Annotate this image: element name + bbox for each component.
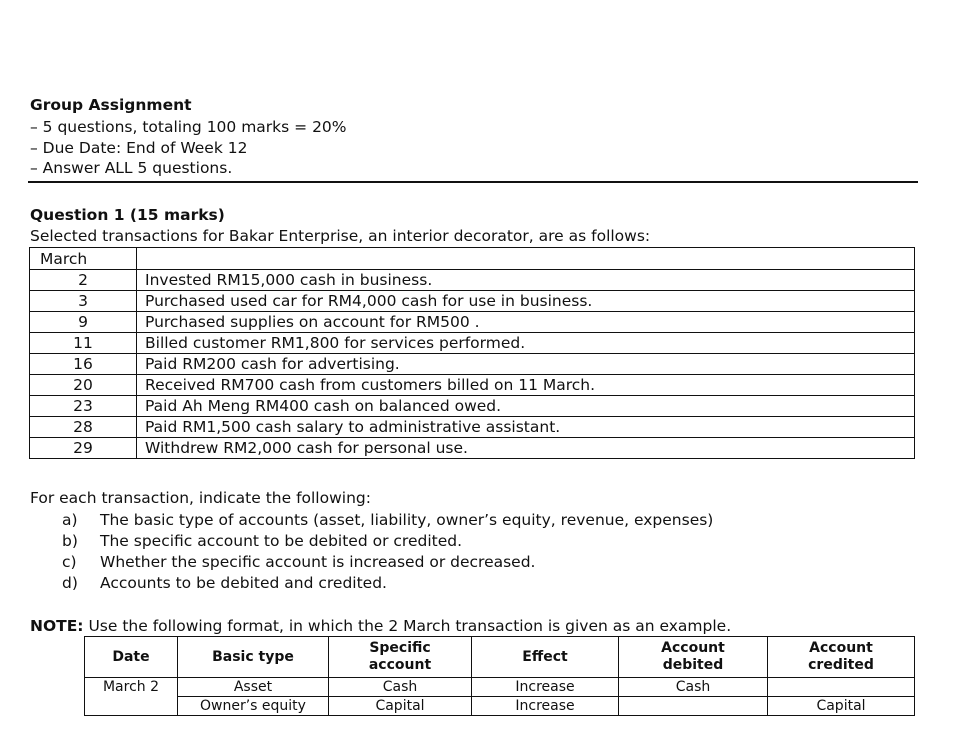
- option-text: The specific account to be debited or credited.: [100, 532, 463, 550]
- example-credited: Capital: [768, 697, 915, 716]
- example-debited: [619, 697, 768, 716]
- option-key: c): [62, 553, 77, 571]
- table-row: [30, 396, 915, 417]
- transaction-day: 16: [30, 354, 137, 375]
- transaction-day: 29: [30, 438, 137, 459]
- instruction: For each transaction, indicate the following:: [30, 489, 371, 507]
- option-text: Accounts to be debited and credited.: [100, 574, 387, 592]
- header-effect: Effect: [472, 637, 619, 678]
- transaction-day: 23: [30, 396, 137, 417]
- table-row: [30, 312, 915, 333]
- example-specific-account: Capital: [329, 697, 472, 716]
- option-text: Whether the specific account is increased or decreased.: [100, 553, 536, 571]
- transactions-table: [29, 247, 915, 459]
- list-item: [62, 510, 713, 531]
- transaction-text: Paid RM200 cash for advertising.: [137, 354, 915, 375]
- transaction-text: Billed customer RM1,800 for services performed.: [137, 333, 915, 354]
- table-row: [30, 417, 915, 438]
- assignment-title: Group Assignment: [30, 96, 192, 114]
- assignment-line-2: – Due Date: End of Week 12: [30, 139, 248, 157]
- table-row: [30, 291, 915, 312]
- table-row: [85, 678, 915, 697]
- table-row: [30, 375, 915, 396]
- transaction-text: Paid RM1,500 cash salary to administrative assistant.: [137, 417, 915, 438]
- example-debited: Cash: [619, 678, 768, 697]
- transaction-text: Paid Ah Meng RM400 cash on balanced owed.: [137, 396, 915, 417]
- option-key: b): [62, 532, 78, 550]
- example-credited: [768, 678, 915, 697]
- transaction-day: 20: [30, 375, 137, 396]
- example-date: March 2: [85, 678, 178, 716]
- table-row: [30, 354, 915, 375]
- table-header-row: [30, 248, 915, 270]
- table-row: [30, 333, 915, 354]
- question-intro: Selected transactions for Bakar Enterprise, an interior decorator, are as follows:: [30, 227, 651, 245]
- options-list: [62, 510, 713, 594]
- transaction-day: 2: [30, 270, 137, 291]
- header-account-debited: Account debited: [619, 637, 768, 678]
- header-basic-type: Basic type: [178, 637, 329, 678]
- list-item: [62, 552, 713, 573]
- table-row: [30, 270, 915, 291]
- option-key: a): [62, 511, 78, 529]
- transaction-text: Purchased used car for RM4,000 cash for use in business.: [137, 291, 915, 312]
- question-title: Question 1 (15 marks): [30, 206, 225, 224]
- divider: [28, 181, 918, 183]
- transaction-day: 9: [30, 312, 137, 333]
- transaction-day: 3: [30, 291, 137, 312]
- note-label: NOTE:: [30, 617, 84, 635]
- transaction-text: Withdrew RM2,000 cash for personal use.: [137, 438, 915, 459]
- example-effect: Increase: [472, 678, 619, 697]
- table-row: [30, 438, 915, 459]
- header-account-credited: Account credited: [768, 637, 915, 678]
- note-text: Use the following format, in which the 2 March transaction is given as an example.: [83, 617, 732, 635]
- list-item: [62, 573, 713, 594]
- transaction-text: Purchased supplies on account for RM500 .: [137, 312, 915, 333]
- list-item: [62, 531, 713, 552]
- example-specific-account: Cash: [329, 678, 472, 697]
- format-table: [84, 636, 915, 716]
- table-row: [85, 697, 915, 716]
- format-header-row: [85, 637, 915, 678]
- example-basic-type: Owner’s equity: [178, 697, 329, 716]
- assignment-line-3: – Answer ALL 5 questions.: [30, 159, 233, 177]
- option-text: The basic type of accounts (asset, liability, owner’s equity, revenue, expenses): [100, 511, 714, 529]
- transaction-text: Received RM700 cash from customers billed on 11 March.: [137, 375, 915, 396]
- header-specific-account: Specific account: [329, 637, 472, 678]
- header-date: Date: [85, 637, 178, 678]
- note: [30, 617, 731, 635]
- assignment-line-1: – 5 questions, totaling 100 marks = 20%: [30, 118, 347, 136]
- example-basic-type: Asset: [178, 678, 329, 697]
- transaction-text: Invested RM15,000 cash in business.: [137, 270, 915, 291]
- example-effect: Increase: [472, 697, 619, 716]
- option-key: d): [62, 574, 78, 592]
- month-header: March: [30, 248, 137, 270]
- transaction-day: 11: [30, 333, 137, 354]
- transaction-day: 28: [30, 417, 137, 438]
